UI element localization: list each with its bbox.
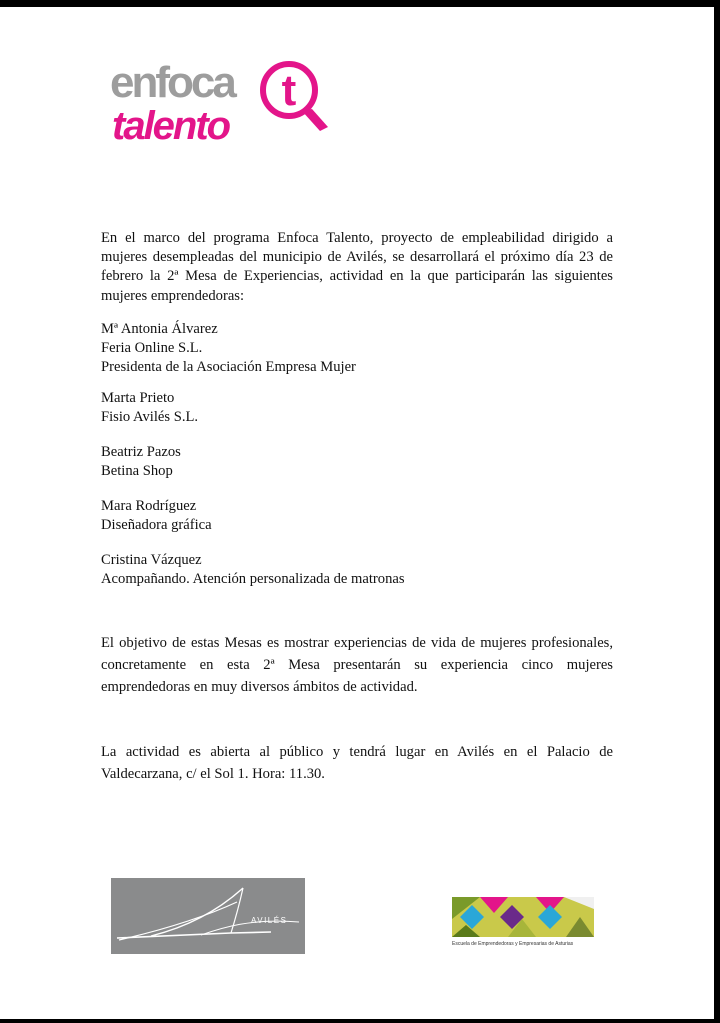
- participant-name: Cristina Vázquez: [101, 552, 202, 568]
- participant-company: Diseñadora gráfica: [101, 517, 212, 533]
- document-page: [0, 7, 714, 1019]
- participant-4: [101, 497, 621, 535]
- participant-company: Betina Shop: [101, 463, 173, 479]
- logo-word-talento: talento: [112, 104, 230, 147]
- participant-name: Marta Prieto: [101, 390, 175, 406]
- intro-paragraph: En el marco del programa Enfoca Talento, proyecto de empleabilidad dirigido a mujeres desempleadas del municipio de Avilés, se desarrollará el próximo día 23 de febrero la 2ª Mesa de Experiencias, actividad en la que participarán las siguientes mujeres emprendedoras:: [101, 230, 613, 304]
- participant-5: [101, 551, 621, 589]
- participant-2: [101, 389, 621, 427]
- escuela-caption: Escuela de Emprendedoras y Empresarias de Asturias: [452, 941, 574, 947]
- logo-badge-letter: t: [281, 66, 297, 115]
- participant-company: Fisio Avilés S.L.: [101, 409, 199, 425]
- participant-1: [101, 320, 621, 377]
- participant-company: Acompañando. Atención personalizada de matronas: [101, 571, 405, 587]
- venue-paragraph: La actividad es abierta al público y tendrá lugar en Avilés en el Palacio de Valdecarzana, c/ el Sol 1. Hora: 11.30.: [101, 744, 613, 782]
- logo-word-enfoca: enfoca: [110, 58, 234, 107]
- participant-name: Beatriz Pazos: [101, 444, 181, 460]
- participant-name: Mª Antonia Álvarez: [101, 321, 218, 337]
- participant-name: Mara Rodríguez: [101, 498, 197, 514]
- aviles-logo: [111, 878, 305, 954]
- enfoca-talento-logo-graphic: [106, 47, 336, 147]
- aviles-logo-graphic: [111, 878, 305, 954]
- aviles-logo-text: AVILÉS: [251, 916, 288, 925]
- escuela-logo: [452, 889, 602, 959]
- participant-company: Feria Online S.L.: [101, 340, 203, 356]
- participant-role: Presidenta de la Asociación Empresa Mujer: [101, 359, 356, 375]
- participant-3: [101, 443, 621, 481]
- objective-paragraph: El objetivo de estas Mesas es mostrar experiencias de vida de mujeres profesionales, concretamente en esta 2ª Mesa presentarán su experiencia cinco mujeres emprendedoras en muy diversos ámbitos de actividad.: [101, 635, 613, 695]
- enfoca-talento-logo: [106, 47, 336, 147]
- escuela-logo-mosaic: [452, 889, 602, 959]
